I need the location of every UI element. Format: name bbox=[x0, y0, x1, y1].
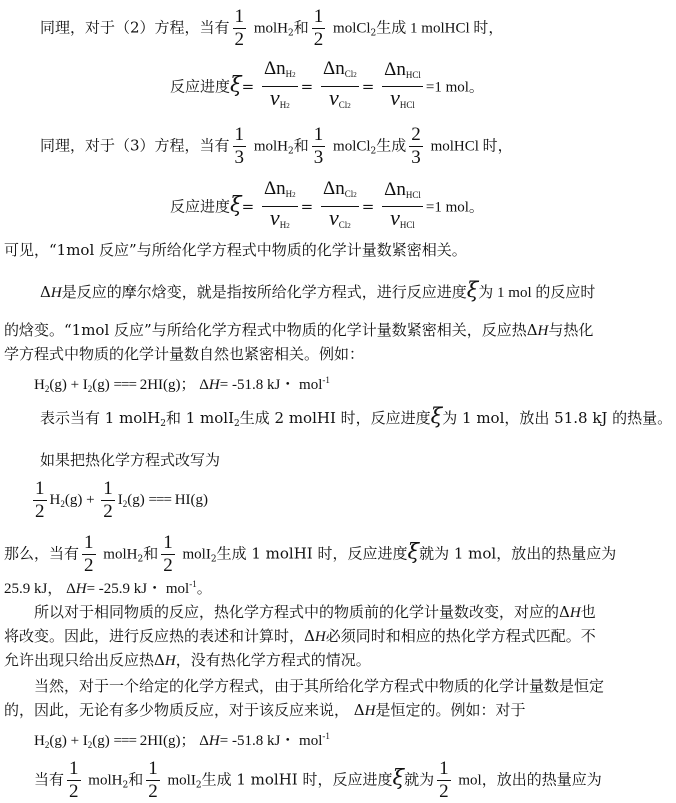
progress-equation-2: 反应进度ξ= $\frac{\Delta n_{H2}}{\nu_{H2}}$ = $\frac{\Delta n_{Cl2}}{\nu_{Cl2}}$ = $\frac{\Delta n_{HCl}}{\nu_{HCl}}$ =1 mol。 bbox=[170, 178, 484, 230]
paragraph-line: 所以对于相同物质的反应，热化学方程式中的物质前的化学计量数改变，对应的ΔH也 bbox=[34, 603, 596, 621]
progress-equation-1: 反应进度ξ= $\frac{\Delta n_{H2}}{\nu_{H2}}$ = $\frac{\Delta n_{Cl2}}{\nu_{Cl2}}$ = $\frac{\Delta n_{HCl}}{\nu_{HCl}}$ =1 mol。 bbox=[170, 58, 484, 110]
paragraph-line: 当然，对于一个给定的化学方程式，由于其所给化学方程式中物质的化学计量数是恒定 bbox=[34, 677, 605, 695]
paragraph-line: 25.9 kJ， ΔH= -25.9 kJ・ mol$^{-1}$。 bbox=[4, 579, 212, 597]
paragraph-line: 如果把热化学方程式改写为 bbox=[40, 451, 221, 469]
paragraph-line: 表示当有 1 molH$_2$和 1 molI$_2$生成 2 molHI 时，反应进度ξ为 1 mol，放出 51.8 kJ 的热量。 bbox=[40, 404, 673, 429]
paragraph-line: 那么，当有 $\frac{1}{2}$ molH$_2$和 $\frac{1}{2}$ molI$_2$生成 1 molHI 时，反应进度ξ就为 1 mol，放出的热量应为 bbox=[4, 532, 617, 576]
paragraph-line: 的，因此，无论有多少物质反应，对于该反应来说， ΔH是恒定的。例如：对于 bbox=[4, 701, 526, 719]
reaction-equation-1: $H_2(g) + I_2(g)$ === 2HI(g)； ΔH= -51.8 kJ・ mol$^{-1}$ bbox=[34, 375, 330, 394]
reaction-equation-2: $\frac{1}{2}$ $H_2(g)$ + $\frac{1}{2}$ $I_2(g)$ === HI(g) bbox=[35, 478, 209, 522]
paragraph-line: 当有 $\frac{1}{2}$ molH$_2$和 $\frac{1}{2}$ molI$_2$生成 1 molHI 时，反应进度ξ就为 $\frac{1}{2}$ mol，放出的热量应为 bbox=[34, 758, 602, 802]
line-2: 同理，对于（3）方程，当有 $\frac{1}{3}$ molH$_2$和 $\frac{1}{3}$ molCl$_2$生成 $\frac{2}{3}$ molHCl 时， bbox=[40, 124, 513, 168]
line-1: 同理，对于（2）方程，当有 $\frac{1}{2}$ molH$_2$和 $\frac{1}{2}$ molCl$_2$生成 1 molHCl 时， bbox=[40, 6, 504, 50]
reaction-equation-3: $H_2(g) + I_2(g)$ === 2HI(g)； ΔH= -51.8 kJ・ mol$^{-1}$ bbox=[34, 731, 330, 750]
paragraph-conclusion: 可见，“1mol 反应”与所给化学方程式中物质的化学计量数紧密相关。 bbox=[4, 241, 467, 259]
fraction: $\frac{1}{2}$ bbox=[234, 6, 245, 50]
paragraph-delta-h: ΔH是反应的摩尔焓变，就是指按所给化学方程式，进行反应进度ξ为 1 mol 的反应时 bbox=[40, 278, 596, 302]
fraction: $\frac{1}{2}$ bbox=[313, 6, 324, 50]
paragraph-line: 将改变。因此，进行反应热的表述和计算时，ΔH必须同时和相应的热化学方程式匹配。不 bbox=[4, 627, 596, 645]
paragraph-line: 的焓变。“1mol 反应”与所给化学方程式中物质的化学计量数紧密相关，反应热ΔH与热化 bbox=[4, 321, 594, 339]
paragraph-line: 允许出现只给出反应热ΔH，没有热化学方程式的情况。 bbox=[4, 651, 371, 669]
paragraph-line: 学方程式中物质的化学计量数自然也紧密相关。例如： bbox=[4, 345, 365, 363]
